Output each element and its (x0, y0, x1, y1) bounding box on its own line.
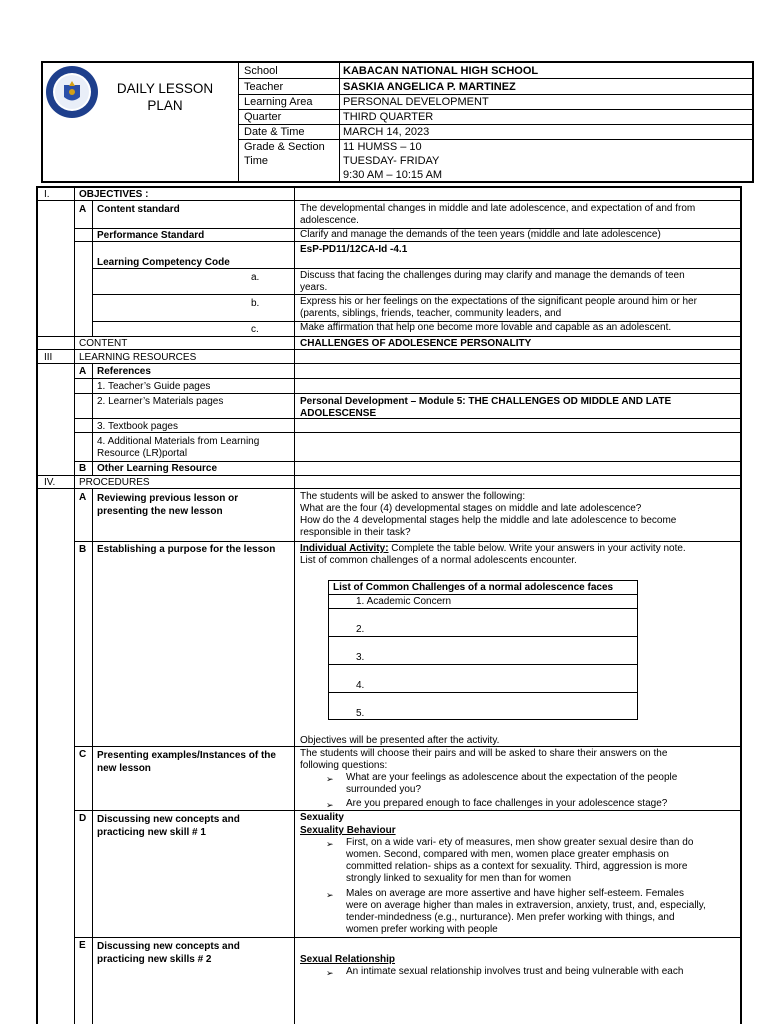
row-rule (74, 461, 742, 462)
competency-code: EsP-PD11/12CA-Id -4.1 (300, 244, 408, 255)
competency-mark-b: b. (251, 298, 260, 309)
letter-a-ref: A (79, 366, 87, 377)
challenges-table-title: List of Common Challenges of a normal adolescence faces (333, 582, 614, 593)
challenge-item-4: 4. (356, 680, 365, 691)
header-rule (238, 124, 754, 125)
header-rule (238, 109, 754, 110)
section-num-procedures: IV. (44, 477, 56, 488)
field-label-teacher: Teacher (244, 81, 284, 93)
table-border-top (36, 186, 742, 188)
section-num-resources: III (44, 352, 53, 363)
field-value-date: MARCH 14, 2023 (343, 126, 430, 138)
learners-materials-text: Personal Development – Module 5: THE CHALLENGES OD MIDDLE AND LATE ADOLESCENSE (300, 396, 672, 419)
proc-d-heading1: Sexuality (300, 812, 344, 823)
other-resource-label: Other Learning Resource (97, 463, 218, 474)
procedures-label: PROCEDURES (79, 477, 150, 488)
proc-a-line1: The students will be asked to answer the following: (300, 491, 526, 502)
proc-b-activity: Individual Activity: Complete the table below. Write your answers in your activity note. (300, 543, 686, 554)
row-rule (74, 937, 742, 938)
challenge-item-3: 3. (356, 652, 365, 663)
field-value-quarter: THIRD QUARTER (343, 111, 434, 123)
bullet-arrow-icon: ➢ (326, 800, 334, 810)
performance-standard-text: Clarify and manage the demands of the teen years (middle and late adolescence) (300, 229, 661, 240)
challenges-rule (328, 636, 638, 637)
proc-d-bullet-2: Males on average are more assertive and have higher self-esteem. Females were on average higher than males in extraversion, anxiety, trust, and, especially, tender-mindedness (e.g., nurturance). Men prefer working with things, and women prefer working with people (346, 888, 706, 935)
field-value-grade: 11 HUMSS – 10 (343, 141, 422, 153)
proc-d-heading2: Sexuality Behaviour (300, 825, 396, 836)
col-divider (92, 488, 93, 1024)
challenge-item-5: 5. (356, 708, 365, 719)
bullet-arrow-icon: ➢ (326, 890, 334, 900)
challenge-item-1: 1. Academic Concern (356, 596, 452, 607)
header-rule (238, 78, 754, 79)
table-border-left (36, 186, 38, 1024)
challenge-item-2: 2. (356, 624, 365, 635)
field-label-school: School (244, 65, 278, 77)
field-value-days: TUESDAY- FRIDAY (343, 155, 440, 167)
resources-label: LEARNING RESOURCES (79, 352, 197, 363)
proc-e-bullet-1: An intimate sexual relationship involves trust and being vulnerable with each (346, 966, 684, 977)
field-value-teacher: SASKIA ANGELICA P. MARTINEZ (343, 81, 516, 93)
col-divider (74, 188, 75, 1024)
ref-teachers-guide: 1. Teacher’s Guide pages (97, 381, 211, 392)
bullet-arrow-icon: ➢ (326, 968, 334, 978)
ref-learners-materials: 2. Learner’s Materials pages (97, 396, 224, 407)
challenges-rule (328, 692, 638, 693)
section-title-objectives: OBJECTIVES : (79, 189, 149, 200)
proc-a-line2: What are the four (4) developmental stages on middle and late adolescence? (300, 503, 642, 514)
content-standard-text: The developmental changes in middle and late adolescence, and expectation of and from adolescence. (300, 203, 696, 226)
proc-a-line3: How do the 4 developmental stages help the middle and late adolescence to become responsible in their task? (300, 515, 677, 538)
row-rule (36, 336, 742, 337)
deped-seal-icon (45, 65, 99, 119)
performance-standard-label: Performance Standard (97, 230, 205, 241)
field-label-area: Learning Area (244, 96, 313, 108)
content-standard-label: Content standard (97, 204, 180, 215)
ref-textbook: 3. Textbook pages (97, 421, 178, 432)
letter-proc-e: E (79, 940, 86, 951)
letter-proc-c: C (79, 749, 87, 760)
field-value-school: KABACAN NATIONAL HIGH SCHOOL (343, 65, 539, 77)
proc-b-list-line: List of common challenges of a normal adolescents encounter. (300, 555, 577, 566)
proc-c-intro: The students will choose their pairs and will be asked to share their answers on the following questions: (300, 748, 668, 771)
field-label-date: Date & Time (244, 126, 305, 138)
competency-item-a: Discuss that facing the challenges during may clarify and manage the demands of teen years. (300, 270, 685, 293)
content-text: CHALLENGES OF ADOLESENCE PERSONALITY (300, 338, 532, 349)
row-rule (74, 378, 742, 379)
proc-b-after: Objectives will be presented after the activity. (300, 735, 500, 746)
row-rule (36, 475, 742, 476)
col-divider (92, 363, 93, 475)
proc-b-label: Establishing a purpose for the lesson (97, 544, 276, 555)
field-label-time: Time (244, 155, 269, 167)
competency-item-b: Express his or her feelings on the expectations of the significant people around him or her (parents, siblings, friends, teacher, community leaders, and (300, 296, 697, 319)
field-value-area: PERSONAL DEVELOPMENT (343, 96, 489, 108)
references-label: References (97, 366, 151, 377)
header-rule (238, 94, 754, 95)
col-divider (294, 188, 295, 1024)
proc-d-label: Discussing new concepts and practicing new skill # 1 (97, 814, 240, 838)
letter-proc-a: A (79, 492, 87, 503)
header-divider (238, 61, 239, 183)
letter-b: B (79, 463, 87, 474)
challenges-rule (328, 608, 638, 609)
row-rule (74, 541, 742, 542)
row-rule (74, 393, 742, 394)
competency-mark-a: a. (251, 272, 260, 283)
proc-c-label: Presenting examples/Instances of the new lesson (97, 750, 276, 774)
lesson-plan-title: DAILY LESSON PLAN (116, 81, 214, 113)
proc-e-heading: Sexual Relationship (300, 954, 396, 965)
field-value-time: 9:30 AM – 10:15 AM (343, 169, 443, 181)
field-label-quarter: Quarter (244, 111, 282, 123)
competency-mark-c: c. (251, 324, 259, 335)
content-label: CONTENT (79, 338, 128, 349)
challenges-rule (328, 594, 638, 595)
proc-c-bullet-2: Are you prepared enough to face challenges in your adolescence stage? (346, 798, 668, 809)
row-rule (74, 810, 742, 811)
header-rule (238, 139, 754, 140)
letter-proc-b: B (79, 544, 87, 555)
header-divider (339, 61, 340, 183)
table-border-right (740, 186, 742, 1024)
bullet-arrow-icon: ➢ (326, 774, 334, 784)
bullet-arrow-icon: ➢ (326, 839, 334, 849)
field-label-grade: Grade & Section (244, 141, 325, 153)
proc-a-label: Reviewing previous lesson or presenting the new lesson (97, 493, 239, 517)
letter-a: A (79, 204, 87, 215)
competency-label: Learning Competency Code (97, 257, 230, 268)
ref-additional: 4. Additional Materials from Learning Resource (LR)portal (97, 436, 260, 459)
proc-d-bullet-1: First, on a wide vari- ety of measures, men show greater sexual desire than do women. Second, compared with men, women place greater emphasis on committed relation- ships as a context for sexuality. Third, aggression is more strongly linked to sexuality for men than for women (346, 837, 694, 884)
competency-item-c: Make affirmation that help one become more lovable and capable as an adolescent. (300, 322, 672, 333)
section-num-objectives: I. (44, 189, 50, 200)
proc-c-bullet-1: What are your feelings as adolescence about the expectation of the people surrounded you? (346, 772, 678, 795)
proc-e-label: Discussing new concepts and practicing new skills # 2 (97, 941, 240, 965)
letter-proc-d: D (79, 813, 87, 824)
challenges-rule (328, 664, 638, 665)
row-rule (92, 294, 742, 295)
